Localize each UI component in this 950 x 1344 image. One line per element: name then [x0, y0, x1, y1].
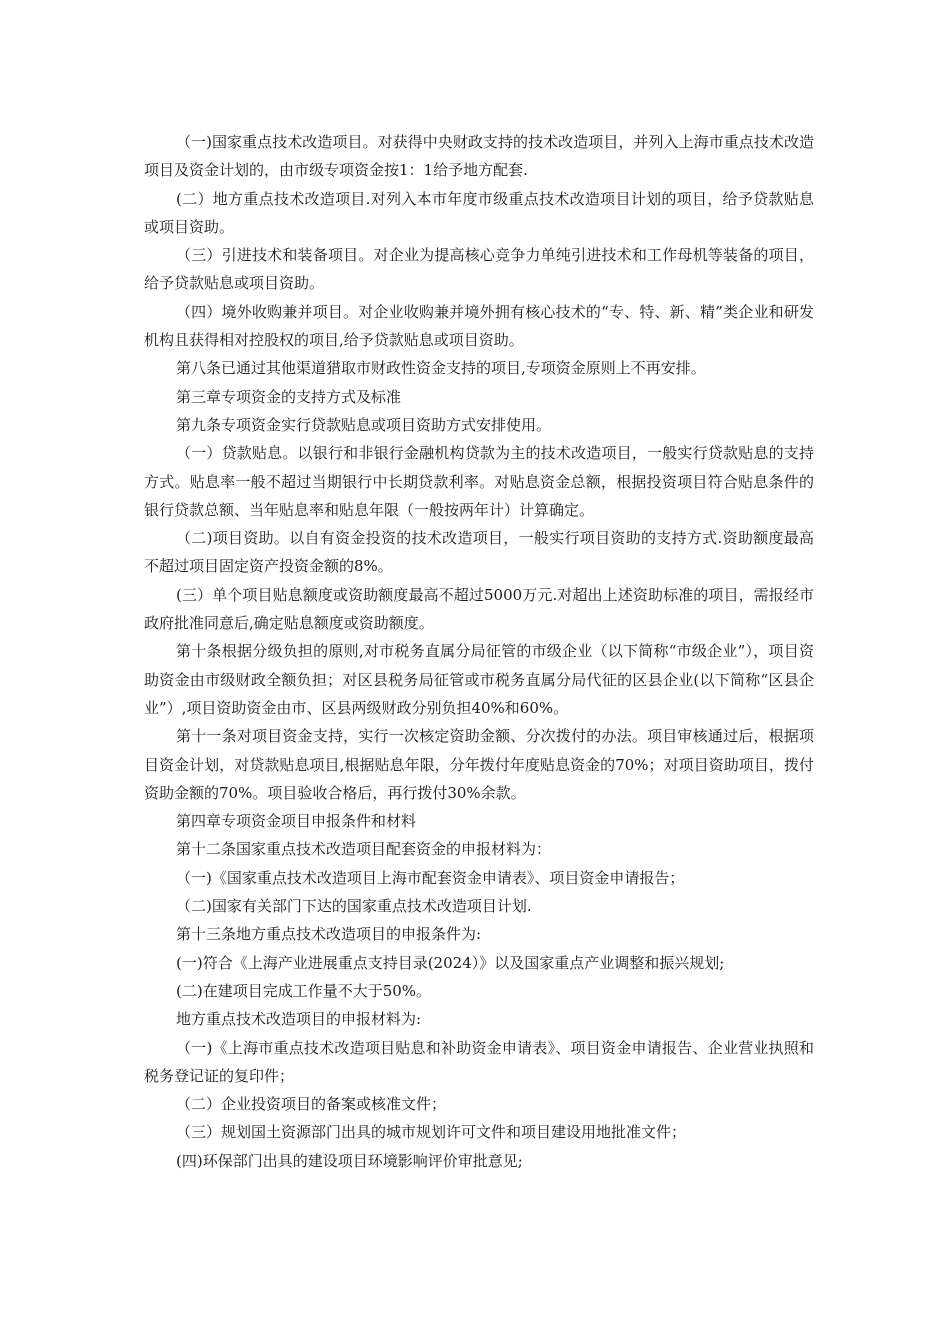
paragraph: 地方重点技术改造项目的申报材料为:: [176, 1010, 422, 1029]
chapter-heading: 第四章专项资金项目申报条件和材料: [176, 812, 417, 831]
paragraph: (一)符合《上海产业进展重点支持目录(2024）》以及国家重点产业调整和振兴规划;: [176, 953, 725, 972]
paragraph: 第十二条国家重点技术改造项目配套资金的申报材料为：: [176, 840, 552, 859]
paragraph: 第九条专项资金实行贷款贴息或项目资助方式安排使用。: [176, 415, 552, 434]
chapter-heading: 第三章专项资金的支持方式及标准: [176, 387, 402, 406]
paragraph: （四）境外收购兼并项目。对企业收购兼并境外拥有核心技术的“专、特、新、精”类企业和研发机构且获得相对控股权的项目,给予贷款贴息或项目资助。: [144, 302, 814, 350]
paragraph: 第十一条对项目资金支持，实行一次核定资助金额、分次拨付的办法。项目审核通过后，根据项目资金计划，对贷款贴息项目,根据贴息年限，分年拨付年度贴息资金的70%；对项目资助项目，拨付资助金额的70%。项目验收合格后，再行拨付30%余款。: [144, 727, 814, 802]
paragraph: (四)环保部门出具的建设项目环境影响评价审批意见;: [176, 1151, 523, 1170]
paragraph: （二)项目资助。以自有资金投资的技术改造项目，一般实行项目资助的支持方式.资助额度最高不超过项目固定资产投资金额的8%。: [144, 529, 814, 576]
paragraph: (二)在建项目完成工作量不大于50%。: [176, 981, 432, 1000]
paragraph: (三）单个项目贴息额度或资助额度最高不超过5000万元.对超出上述资助标准的项目，需报经市政府批准同意后,确定贴息额度或资助额度。: [144, 585, 814, 633]
paragraph: 第十条根据分级负担的原则,对市税务直属分局征管的市级企业（以下简称“市级企业”），项目资助资金由市级财政全额负担；对区县税务局征管或市税务直属分局代征的区县企业(以下简称“区县企业”）,项目资助资金由市、区县两级财政分别负担40%和60%。: [144, 642, 814, 717]
paragraph: （一)《上海市重点技术改造项目贴息和补助资金申请表》、项目资金申请报告、企业营业执照和税务登记证的复印件；: [144, 1038, 814, 1085]
document-body: [144, 128, 814, 1175]
paragraph: （二）企业投资项目的备案或核准文件；: [176, 1095, 447, 1114]
paragraph: （一)国家重点技术改造项目。对获得中央财政支持的技术改造项目，并列入上海市重点技术改造项目及资金计划的，由市级专项资金按1：1给予地方配套.: [144, 133, 814, 180]
paragraph: 第八条已通过其他渠道猎取市财政性资金支持的项目,专项资金原则上不再安排。: [176, 359, 706, 378]
paragraph: （二)国家有关部门下达的国家重点技术改造项目计划.: [176, 897, 532, 916]
paragraph: (二）地方重点技术改造项目.对列入本市年度市级重点技术改造项目计划的项目，给予贷款贴息或项目资助。: [144, 189, 814, 236]
paragraph: 第十三条地方重点技术改造项目的申报条件为:: [176, 925, 482, 944]
paragraph: （三）引进技术和装备项目。对企业为提高核心竞争力单纯引进技术和工作母机等装备的项目，给予贷款贴息或项目资助。: [144, 246, 814, 293]
paragraph: （一）贷款贴息。以银行和非银行金融机构贷款为主的技术改造项目，一般实行贷款贴息的支持方式。贴息率一般不超过当期银行中长期贷款利率。对贴息资金总额，根据投资项目符合贴息条件的银行贷款总额、当年贴息率和贴息年限（一般按两年计）计算确定。: [144, 444, 814, 519]
paragraph: （三）规划国土资源部门出具的城市规划许可文件和项目建设用地批准文件；: [176, 1123, 687, 1142]
paragraph: （一)《国家重点技术改造项目上海市配套资金申请表》、项目资金申请报告；: [176, 868, 685, 887]
